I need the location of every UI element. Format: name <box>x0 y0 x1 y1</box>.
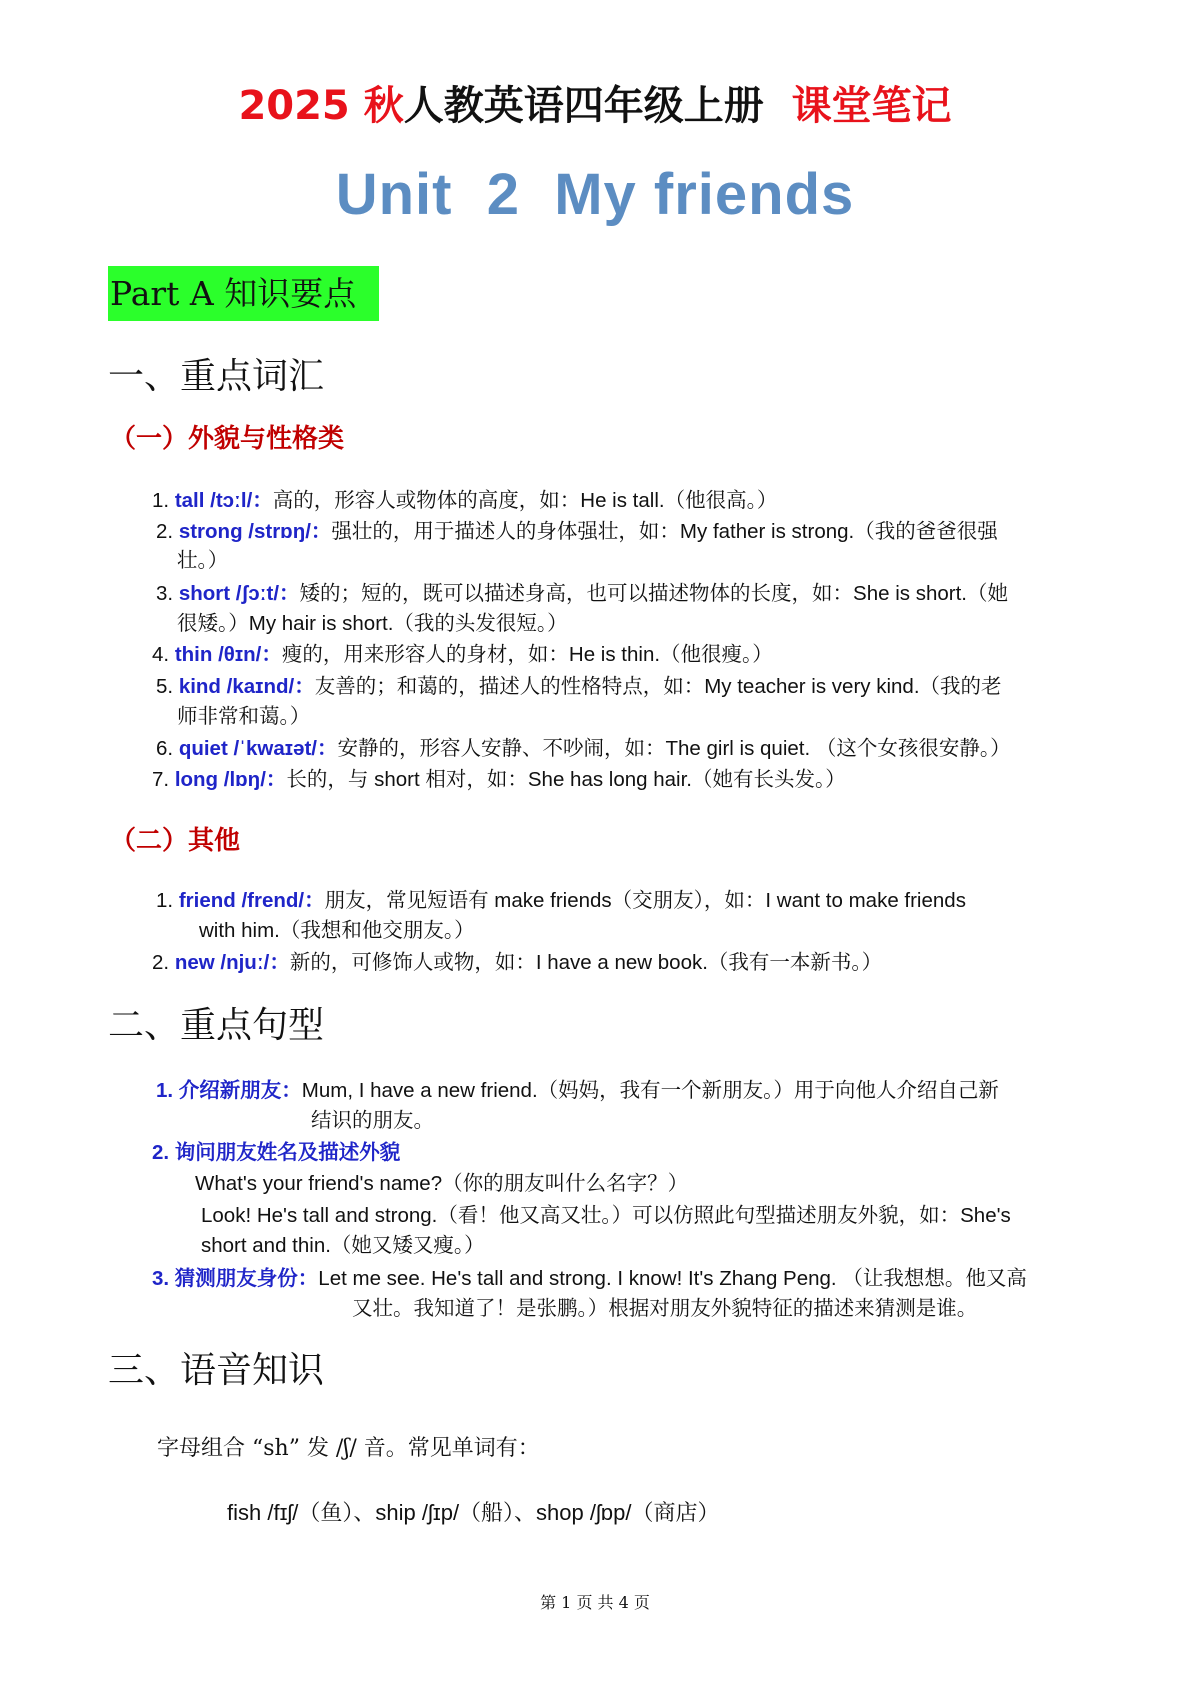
vocab-item <box>152 640 773 670</box>
section1-heading: 一、重点词汇 <box>108 356 325 397</box>
phonics-words: fish /fɪʃ/（鱼）、ship /ʃɪp/（船）、shop /ʃɒp/（商店） <box>227 1500 720 1525</box>
pattern-item <box>152 1138 400 1168</box>
vocab-item <box>152 948 882 978</box>
vocab-desc: 新的，可修饰人或物，如：I have a new book.（我有一本新书。） <box>289 951 883 974</box>
item-number: 3. <box>156 582 174 605</box>
title-book: 人教英语四年级上册 <box>403 83 764 129</box>
item-number: 2. <box>156 520 174 543</box>
pattern-desc-cont: 结识的朋友。 <box>311 1109 434 1132</box>
vocab-desc: 矮的；短的，既可以描述身高，也可以描述物体的长度，如：She is short.（她 <box>299 582 1008 605</box>
phonics-intro: 字母组合 “sh” 发 /ʃ/ 音。常见单词有： <box>157 1436 540 1461</box>
vocab-desc: 高的，形容人或物体的高度，如：He is tall.（他很高。） <box>272 489 778 512</box>
unit-title: Unit 2 My friends <box>335 162 855 227</box>
item-number: 1. <box>156 889 174 912</box>
vocab-word: strong /strɒŋ/： <box>178 520 332 543</box>
vocab-word: thin /θɪn/： <box>174 643 282 666</box>
vocab-word: long /lɒŋ/： <box>174 768 287 791</box>
vocab-desc: 强壮的，用于描述人的身体强壮，如：My father is strong.（我的爸爸很强 <box>331 520 998 543</box>
vocab-item <box>156 517 998 547</box>
vocab-desc-cont: 很矮。）My hair is short.（我的头发很短。） <box>177 612 568 635</box>
item-number: 1. <box>152 489 170 512</box>
pattern-desc-cont: short and thin.（她又矮又瘦。） <box>201 1234 485 1257</box>
vocab-word: kind /kaɪnd/： <box>178 675 315 698</box>
item-number: 5. <box>156 675 174 698</box>
pattern-desc: Look! He's tall and strong.（看！他又高又壮。）可以仿照此句型描述朋友外貌，如：She's <box>201 1204 1011 1227</box>
sub1-heading: （一）外貌与性格类 <box>110 424 345 454</box>
vocab-item <box>156 672 1002 702</box>
title-year: 2025 秋 <box>238 83 404 129</box>
pattern-title: 1. 介绍新朋友： <box>156 1079 302 1102</box>
pattern-title: 2. 询问朋友姓名及描述外貌 <box>152 1141 401 1164</box>
pattern-title: 3. 猜测朋友身份： <box>152 1267 319 1290</box>
vocab-word: friend /frend/： <box>178 889 325 912</box>
pattern-desc: Let me see. He's tall and strong. I know! It's Zhang Peng. （让我想想。他又高 <box>318 1267 1027 1290</box>
vocab-item <box>152 765 846 795</box>
vocab-word: quiet /ˈkwaɪət/： <box>178 737 338 760</box>
page-footer: 第 1 页 共 4 页 <box>540 1593 650 1612</box>
pattern-item <box>156 1076 999 1106</box>
pattern-desc-cont: 又壮。我知道了！是张鹏。）根据对朋友外貌特征的描述来猜测是谁。 <box>352 1297 978 1320</box>
vocab-desc: 朋友，常见短语有 make friends（交朋友），如：I want to make friends <box>324 889 966 912</box>
item-number: 2. <box>152 951 170 974</box>
item-number: 4. <box>152 643 170 666</box>
vocab-desc: 友善的；和蔼的，描述人的性格特点，如：My teacher is very kind.（我的老 <box>314 675 1002 698</box>
vocab-item <box>156 734 1011 764</box>
item-number: 6. <box>156 737 174 760</box>
vocab-word: tall /tɔːl/： <box>174 489 273 512</box>
item-number: 7. <box>152 768 170 791</box>
vocab-desc-cont: with him.（我想和他交朋友。） <box>199 919 475 942</box>
vocab-word: short /ʃɔːt/： <box>178 582 300 605</box>
section2-heading: 二、重点句型 <box>108 1005 325 1046</box>
vocab-item <box>156 886 966 916</box>
vocab-desc: 瘦的，用来形容人的身材，如：He is thin.（他很瘦。） <box>281 643 773 666</box>
pattern-desc: What's your friend's name?（你的朋友叫什么名字？） <box>195 1172 689 1195</box>
vocab-desc: 安静的，形容人安静、不吵闹，如：The girl is quiet. （这个女孩很安静。） <box>337 737 1011 760</box>
vocab-desc-cont: 师非常和蔼。） <box>177 705 311 728</box>
vocab-desc: 长的，与 short 相对，如：She has long hair.（她有长头发。） <box>286 768 846 791</box>
section3-heading: 三、语音知识 <box>108 1350 325 1391</box>
pattern-item <box>152 1264 1027 1294</box>
part-label: Part A 知识要点 <box>108 266 379 321</box>
sub2-heading: （二）其他 <box>110 826 241 856</box>
vocab-item <box>156 579 1008 609</box>
document-title <box>0 78 1190 134</box>
pattern-desc: Mum, I have a new friend.（妈妈，我有一个新朋友。）用于向他人介绍自己新 <box>301 1079 999 1102</box>
vocab-word: new /njuː/： <box>174 951 290 974</box>
vocab-item <box>152 486 777 516</box>
title-notes: 课堂笔记 <box>791 83 952 129</box>
vocab-desc-cont: 壮。） <box>177 549 229 572</box>
